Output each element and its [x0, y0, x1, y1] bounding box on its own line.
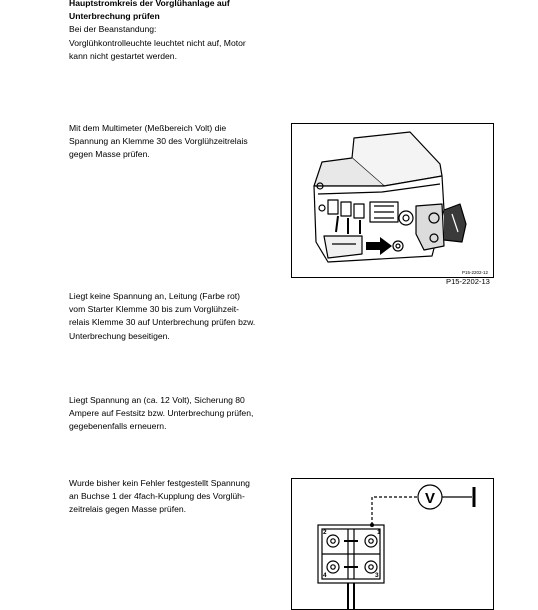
voltmeter-label: V	[424, 490, 436, 507]
coupling-figure	[291, 478, 494, 610]
pin-label: 4	[323, 572, 327, 579]
pin-label: 3	[375, 572, 379, 579]
pin-label: 2	[323, 529, 327, 536]
intro-text: Bei der Beanstandung: Vorglühkontrolleuchte leuchtet nicht auf, Motor kann nicht gestartet werden.	[69, 24, 246, 61]
section-intro	[69, 0, 284, 63]
step-2-text: Liegt keine Spannung an, Leitung (Farbe rot) vom Starter Klemme 30 bis zum Vorglühzeit- relais Klemme 30 auf Unterbrechung prüfen bzw. Unterbrechung beseitigen.	[69, 291, 256, 341]
pin-label: 1	[377, 529, 381, 536]
step-3-text: Liegt Spannung an (ca. 12 Volt), Sicherung 80 Ampere auf Festsitz bzw. Unterbrechung prüfen, gegebenenfalls erneuern.	[69, 395, 254, 432]
relay-illustration	[292, 124, 493, 277]
section-heading: Hauptstromkreis der Vorglühanlage auf Unterbrechung prüfen	[69, 0, 230, 22]
step-4-text: Wurde bisher kein Fehler festgestellt Spannung an Buchse 1 der 4fach-Kupplung des Vorglüh- zeitrelais gegen Masse prüfen.	[69, 478, 250, 515]
figure-inner-label: P15-2202-12	[461, 270, 488, 275]
relay-figure	[291, 123, 494, 278]
step-1-text: Mit dem Multimeter (Meßbereich Volt) die Spannung an Klemme 30 des Vorglühzeitrelais gegen Masse prüfen.	[69, 123, 248, 160]
coupling-diagram	[292, 479, 493, 609]
figure-1-caption: P15-2202-13	[446, 277, 490, 286]
